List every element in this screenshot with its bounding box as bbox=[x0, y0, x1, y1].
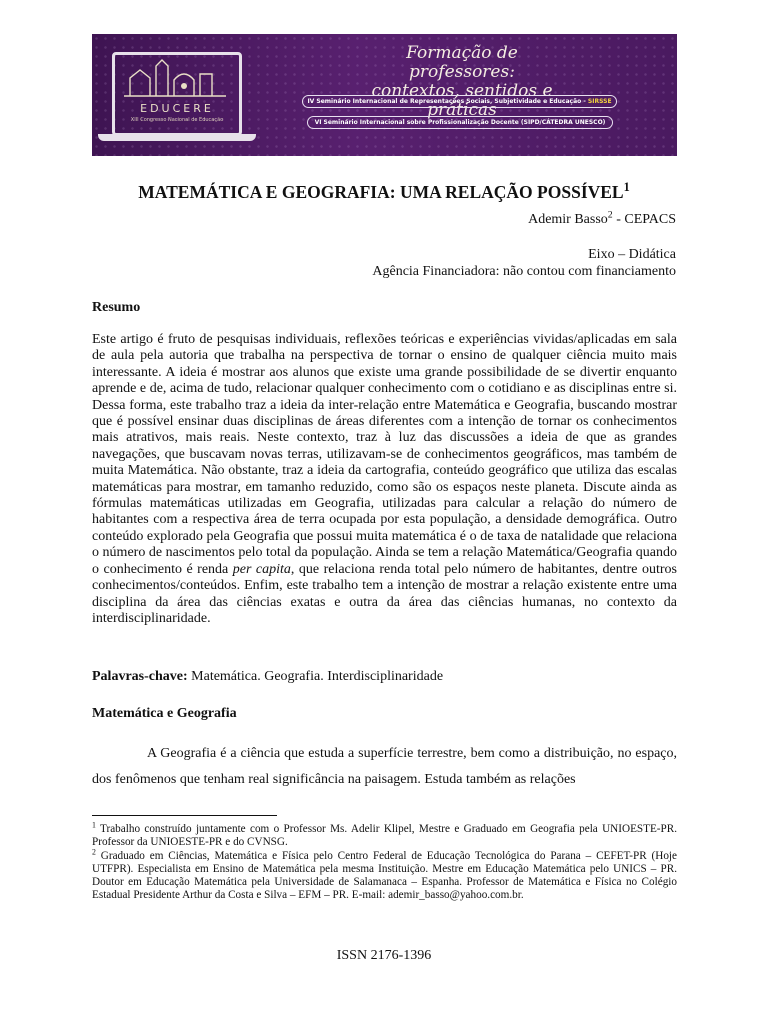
paper-title-footnote-mark: 1 bbox=[623, 180, 630, 195]
seminar-pill-sirsse-highlight: SIRSSE bbox=[587, 98, 612, 105]
laptop-base-icon bbox=[98, 134, 256, 141]
keywords-values: Matemática. Geografia. Interdisciplinaridade bbox=[187, 669, 444, 684]
seminar-pill-sirsse bbox=[302, 95, 617, 108]
banner-title-line1: Formação de professores: bbox=[406, 43, 518, 82]
seminar-pill-sirsse-text: IV Seminário Internacional de Representações Sociais, Subjetividade e Educação - bbox=[307, 98, 588, 105]
paper-title-text: MATEMÁTICA E GEOGRAFIA: UMA RELAÇÃO POSSÍVEL bbox=[138, 182, 624, 202]
footnote-2-text: Graduado em Ciências, Matemática e Física pelo Centro Federal de Educação Tecnológica do Parana – CEFET-PR (Hoje UTFPR). Especialista em Ensino de Matemática pela mesma Instituição. Mestre em Educação Matemática pelo UNICS – PR. Doutor em Educação Matemática pela Universidade de Salamanaca – Espanha. Professor de Matemática e Física no Colégio Estadual Presidente Arthur da Costa e Silva – EFM – PR. E-mail: ademir_basso@yahoo.com.br. bbox=[92, 850, 677, 901]
educere-logo-subtitle: XIII Congresso Nacional de Educação bbox=[130, 117, 224, 123]
body-paragraph: A Geografia é a ciência que estuda a superfície terrestre, bem como a distribuição, no espaço, dos fenômenos que tenham real significância na paisagem. Estuda também as relações bbox=[92, 746, 677, 787]
author-affiliation: - CEPACS bbox=[612, 212, 676, 227]
seminar-pill-sipd: VI Seminário Internacional sobre Profissionalização Docente (SIPD/CÁTEDRA UNESCO) bbox=[307, 116, 613, 129]
conference-banner bbox=[92, 34, 677, 156]
keywords-label: Palavras-chave: bbox=[92, 669, 188, 684]
resumo-text-part2: , que relaciona renda total pelo número de habitantes, dentre outros conhecimentos/conteúdos. Enfim, este trabalho tem a intenção de mostrar a relação existente entre uma disciplina da área das ciências exatas e outra da área das ciências humanas, no contexto da interdisciplinaridade. bbox=[92, 561, 677, 626]
resumo-text-part1: Este artigo é fruto de pesquisas individuais, reflexões teóricas e experiências vividas/aplicadas em sala de aula pela autoria que trabalha na perspectiva de tornar o ensino de qualquer ciência muito mais interessante. A ideia é mostrar aos alunos que existe uma grande possibilidade de se divertir enquanto aprende e de, acima de tudo, relacionar qualquer conhecimento com o cotidiano e as disciplinas entre si. Dessa forma, este trabalho traz a ideia da inter-relação entre Matemática e Geografia, buscando mostrar que é possível ensinar duas disciplinas de áreas diferentes com a intenção de tornar os conhecimentos mais atrativos, mais reais. Neste contexto, traz à luz das discussões a ideia de que as grandes navegações, que buscavam novas terras, utilizavam-se de conhecimentos geográficos, mas também de muita Matemática. Não obstante, traz a ideia da cartografia, conteúdo geográfico que utiliza das escalas matemáticas para mostrar, em tamanho reduzido, como são os espaços neste planeta. Discute ainda as fórmulas matemáticas utilizadas em Geografia, utilizadas para calcular a relação do número de habitantes com a respectiva área de terra ocupada por esta população, a densidade demográfica. Outro conteúdo explorado pela Geografia que possui muita matemática é o de taxa de natalidade que relaciona o número de nascimentos pelo total da população. Ainda se tem a relação Matemática/Geografia quando o conhecimento é renda bbox=[92, 332, 677, 577]
author-line bbox=[528, 209, 676, 228]
author-footnote-mark: 2 bbox=[607, 209, 613, 221]
issn-footer: ISSN 2176-1396 bbox=[336, 948, 432, 963]
banner-title bbox=[352, 44, 572, 120]
funding-line: Agência Financiadora: não contou com financiamento bbox=[372, 264, 676, 279]
footnote-1 bbox=[92, 820, 677, 849]
resumo-paragraph bbox=[92, 332, 677, 627]
keywords-line bbox=[92, 669, 677, 685]
footnote-2 bbox=[92, 847, 677, 902]
footnote-divider bbox=[92, 815, 277, 816]
footnote-1-mark: 1 bbox=[92, 820, 96, 830]
eixo-line: Eixo – Didática bbox=[588, 247, 676, 262]
footnote-1-text: Trabalho construído juntamente com o Professor Ms. Adelir Klipel, Mestre e Graduado em Geografia pela UNIOESTE-PR. Professor da UNIOESTE-PR e do CVNSG. bbox=[92, 823, 677, 848]
resumo-heading: Resumo bbox=[92, 300, 141, 315]
resumo-italic-term: per capita bbox=[232, 561, 291, 577]
author-name: Ademir Basso bbox=[528, 212, 608, 227]
educere-logo-text: EDUCERE bbox=[140, 102, 214, 115]
footnote-2-mark: 2 bbox=[92, 847, 96, 857]
educere-logo-art-icon bbox=[122, 56, 232, 101]
section-heading: Matemática e Geografia bbox=[92, 706, 237, 721]
banner-title-line2: contextos, sentidos e práticas bbox=[371, 81, 553, 120]
paper-title bbox=[0, 182, 768, 203]
